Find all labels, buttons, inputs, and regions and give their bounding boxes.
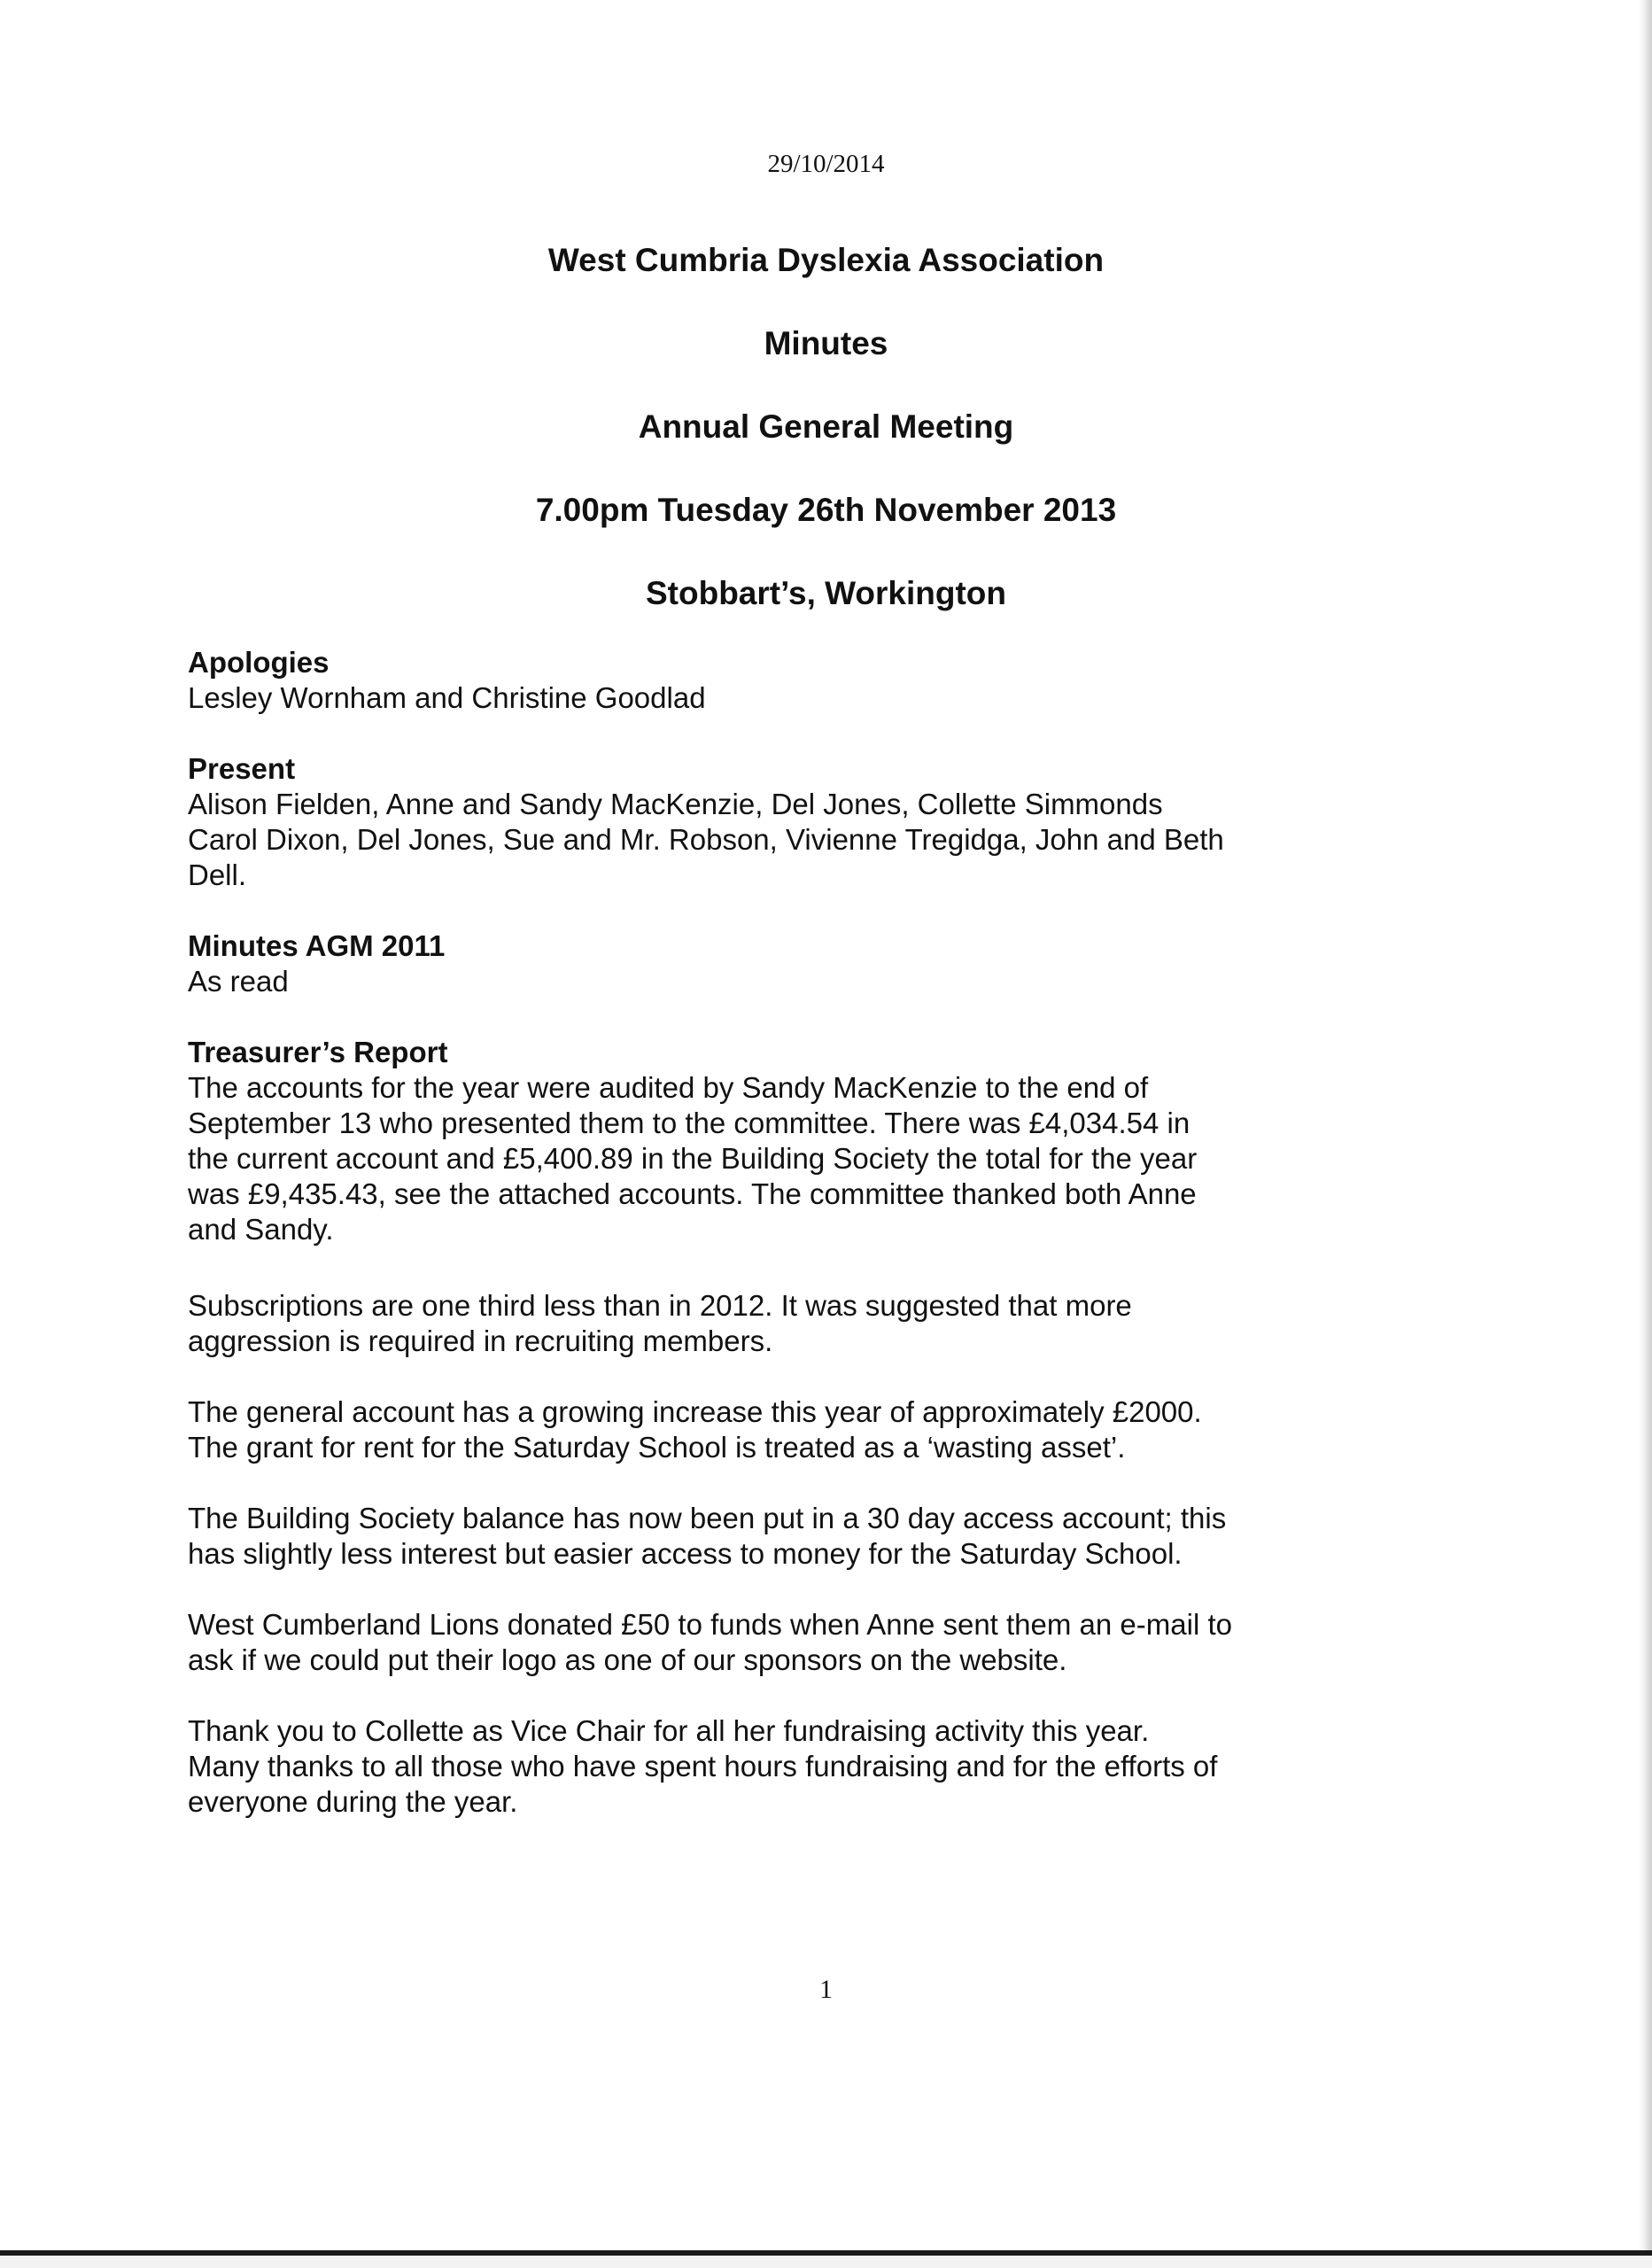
body-line: September 13 who presented them to the committee. There was £4,034.54 in — [188, 1107, 1191, 1139]
treasurer-report-section — [188, 1035, 1516, 1247]
doc-type-heading: Minutes — [764, 325, 888, 361]
body-line: The Building Society balance has now been put in a 30 day access account; this — [188, 1502, 1227, 1534]
body-line: was £9,435.43, see the attached accounts. The committee thanked both Anne — [188, 1177, 1197, 1210]
body-line: The general account has a growing increase this year of approximately £2000. — [188, 1395, 1202, 1428]
body-line: The accounts for the year were audited by Sandy MacKenzie to the end of — [188, 1071, 1149, 1104]
meeting-heading: Annual General Meeting — [638, 408, 1014, 445]
body-line: West Cumberland Lions donated £50 to funds when Anne sent them an e-mail to — [188, 1608, 1232, 1641]
body-line: the current account and £5,400.89 in the Building Society the total for the year — [188, 1142, 1198, 1175]
meeting-time-heading: 7.00pm Tuesday 26th November 2013 — [535, 492, 1117, 528]
body-line: Alison Fielden, Anne and Sandy MacKenzie, Del Jones, Collette Simmonds — [188, 788, 1163, 820]
treasurer-paragraph — [188, 1713, 1516, 1820]
organisation-heading: West Cumbria Dyslexia Association — [547, 242, 1105, 278]
body-line: As read — [188, 965, 289, 998]
body-line: has slightly less interest but easier access to money for the Saturday School. — [188, 1537, 1183, 1570]
minutes-agm-section — [188, 928, 1516, 999]
treasurer-paragraph — [188, 1501, 1516, 1572]
body-line: everyone during the year. — [188, 1785, 518, 1818]
body-line: Thank you to Collette as Vice Chair for all her fundraising activity this year. — [188, 1714, 1150, 1747]
page-number: 1 — [819, 1975, 833, 2004]
present-section — [188, 751, 1516, 893]
body-line: Dell. — [188, 858, 247, 891]
body-line: The grant for rent for the Saturday School is treated as a ‘wasting asset’. — [188, 1431, 1126, 1464]
venue-heading: Stobbart’s, Workington — [646, 575, 1006, 611]
document-date: 29/10/2014 — [767, 150, 885, 178]
treasurer-paragraph — [188, 1394, 1516, 1465]
body-line: Lesley Wornham and Christine Goodlad — [188, 681, 706, 714]
body-line: aggression is required in recruiting members. — [188, 1324, 773, 1357]
treasurer-paragraph — [188, 1288, 1516, 1359]
section-title: Present — [188, 752, 296, 785]
body-line: ask if we could put their logo as one of our sponsors on the website. — [188, 1643, 1067, 1676]
section-title: Apologies — [188, 646, 330, 679]
body-line: Subscriptions are one third less than in 2012. It was suggested that more — [188, 1289, 1132, 1322]
body-line: Many thanks to all those who have spent hours fundraising and for the efforts of — [188, 1750, 1218, 1783]
section-title: Treasurer’s Report — [188, 1036, 448, 1068]
apologies-section — [188, 645, 1516, 716]
body-line: Carol Dixon, Del Jones, Sue and Mr. Robson, Vivienne Tregidga, John and Beth — [188, 823, 1224, 856]
scan-bottom-band — [0, 2256, 1652, 2268]
body-line: and Sandy. — [188, 1213, 334, 1246]
treasurer-paragraph — [188, 1607, 1516, 1678]
section-title: Minutes AGM 2011 — [188, 929, 446, 962]
